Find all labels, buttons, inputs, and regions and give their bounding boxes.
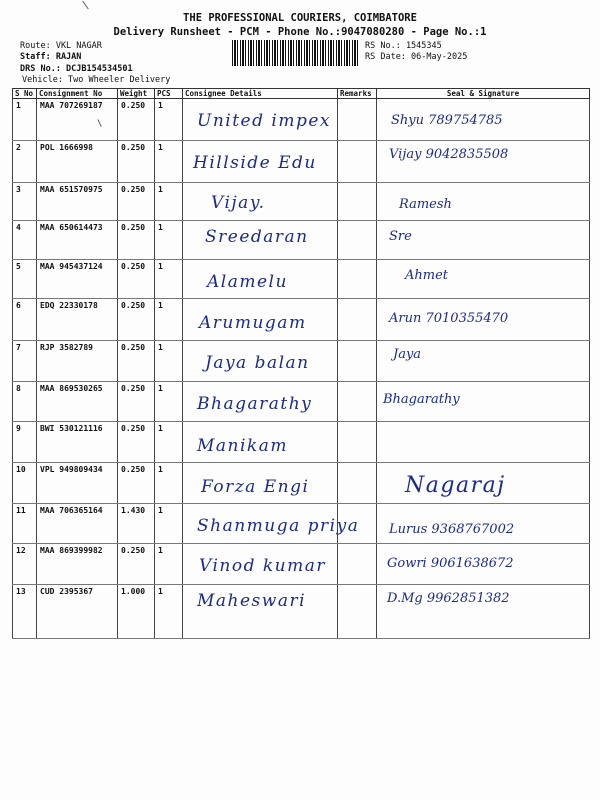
handwritten-signature: D.Mg 9962851382 <box>387 591 510 606</box>
cell-signature <box>377 99 590 141</box>
cell-weight: 0.250 <box>118 99 155 141</box>
cell-pcs: 1 <box>155 504 183 544</box>
handwritten-consignee: Maheswari <box>197 591 307 611</box>
handwritten-signature: Gowri 9061638672 <box>387 556 514 571</box>
table-row <box>13 504 590 544</box>
table-row <box>13 463 590 504</box>
cell-signature <box>377 463 590 504</box>
cell-remarks <box>338 99 377 141</box>
col-header-sno: S No <box>13 89 37 99</box>
cell-sno: 2 <box>13 141 37 183</box>
pen-tick-mark: \ <box>97 119 103 129</box>
cell-signature <box>377 299 590 341</box>
table-header-row <box>13 89 590 99</box>
cell-consignment: BWI 530121116 <box>37 422 118 463</box>
cell-sno: 3 <box>13 183 37 221</box>
cell-pcs: 1 <box>155 299 183 341</box>
cell-consignee <box>183 99 338 141</box>
handwritten-consignee: Forza Engi <box>201 477 310 497</box>
handwritten-consignee: Vinod kumar <box>199 556 327 576</box>
cell-consignment: EDQ 22330178 <box>37 299 118 341</box>
cell-signature <box>377 183 590 221</box>
cell-signature <box>377 382 590 422</box>
handwritten-consignee: Bhagarathy <box>197 394 313 414</box>
cell-pcs: 1 <box>155 221 183 260</box>
drs-barcode <box>232 40 359 66</box>
cell-weight: 0.250 <box>118 221 155 260</box>
cell-weight: 1.000 <box>118 585 155 639</box>
cell-sno: 1 <box>13 99 37 141</box>
cell-consignee <box>183 544 338 585</box>
cell-weight: 0.250 <box>118 141 155 183</box>
cell-weight: 0.250 <box>118 544 155 585</box>
cell-weight: 0.250 <box>118 341 155 382</box>
cell-consignee <box>183 463 338 504</box>
table-row <box>13 544 590 585</box>
cell-sno: 12 <box>13 544 37 585</box>
rs-date: RS Date: 06-May-2025 <box>365 52 468 62</box>
cell-pcs: 1 <box>155 544 183 585</box>
cell-signature <box>377 422 590 463</box>
cell-remarks <box>338 141 377 183</box>
cell-consignee <box>183 382 338 422</box>
handwritten-consignee: Jaya balan <box>205 353 310 373</box>
table-row <box>13 299 590 341</box>
table-row <box>13 141 590 183</box>
cell-signature <box>377 504 590 544</box>
cell-consignment: MAA 869399982 <box>37 544 118 585</box>
cell-signature <box>377 141 590 183</box>
cell-sno: 6 <box>13 299 37 341</box>
cell-sno: 7 <box>13 341 37 382</box>
cell-remarks <box>338 382 377 422</box>
cell-consignee <box>183 341 338 382</box>
handwritten-consignee: Vijay. <box>211 193 266 213</box>
cell-pcs: 1 <box>155 463 183 504</box>
table-row <box>13 260 590 299</box>
cell-consignment: MAA 945437124 <box>37 260 118 299</box>
table-row <box>13 382 590 422</box>
cell-signature <box>377 260 590 299</box>
cell-signature <box>377 221 590 260</box>
handwritten-signature: Ahmet <box>405 268 449 283</box>
col-header-consignment: Consignment No <box>37 89 118 99</box>
handwritten-consignee: Shanmuga priya <box>197 516 360 536</box>
handwritten-signature: Ramesh <box>399 197 452 212</box>
cell-consignment-value: MAA 707269187 <box>40 101 103 110</box>
cell-consignment <box>37 99 118 141</box>
cell-remarks <box>338 299 377 341</box>
cell-sno: 10 <box>13 463 37 504</box>
col-header-signature: Seal & Signature <box>377 89 590 99</box>
cell-consignment: VPL 949809434 <box>37 463 118 504</box>
handwritten-signature: Arun 7010355470 <box>389 311 509 326</box>
cell-sno: 4 <box>13 221 37 260</box>
cell-weight: 0.250 <box>118 183 155 221</box>
col-header-weight: Weight <box>118 89 155 99</box>
company-title: THE PROFESSIONAL COURIERS, COIMBATORE <box>183 12 417 24</box>
table-row <box>13 422 590 463</box>
cell-remarks <box>338 183 377 221</box>
cell-signature <box>377 341 590 382</box>
rs-number: RS No.: 1545345 <box>365 41 442 51</box>
cell-pcs: 1 <box>155 183 183 221</box>
cell-weight: 0.250 <box>118 463 155 504</box>
cell-pcs: 1 <box>155 422 183 463</box>
paper-fold-mark <box>82 1 89 10</box>
handwritten-signature: Jaya <box>393 347 422 362</box>
handwritten-consignee: Arumugam <box>199 313 307 333</box>
cell-consignee <box>183 141 338 183</box>
cell-signature <box>377 544 590 585</box>
handwritten-consignee: Sreedaran <box>205 227 309 247</box>
cell-remarks <box>338 463 377 504</box>
cell-weight: 0.250 <box>118 260 155 299</box>
col-header-pcs: PCS <box>155 89 183 99</box>
cell-weight: 0.250 <box>118 299 155 341</box>
handwritten-consignee: Alamelu <box>207 272 288 292</box>
table-row <box>13 585 590 639</box>
staff-label: Staff: RAJAN <box>20 52 82 62</box>
cell-consignee <box>183 504 360 544</box>
cell-remarks <box>338 422 377 463</box>
cell-pcs: 1 <box>155 585 183 639</box>
table-row <box>13 99 590 141</box>
cell-consignment: POL 1666998 <box>37 141 118 183</box>
cell-remarks <box>338 221 377 260</box>
cell-sno: 11 <box>13 504 37 544</box>
route-label: Route: VKL NAGAR <box>20 41 102 51</box>
cell-consignee <box>183 585 338 639</box>
cell-consignee <box>183 183 338 221</box>
cell-weight: 0.250 <box>118 422 155 463</box>
cell-consignment: MAA 706365164 <box>37 504 118 544</box>
cell-consignee <box>183 260 338 299</box>
cell-pcs: 1 <box>155 260 183 299</box>
runsheet-subtitle: Delivery Runsheet - PCM - Phone No.:9047080280 - Page No.:1 <box>113 26 487 38</box>
cell-weight: 1.430 <box>118 504 155 544</box>
handwritten-consignee: Manikam <box>197 436 288 456</box>
col-header-consignee: Consignee Details <box>183 89 338 99</box>
table-row <box>13 183 590 221</box>
drs-number: DRS No.: DCJB154534501 <box>20 64 133 74</box>
col-header-remarks: Remarks <box>338 89 377 99</box>
cell-remarks <box>338 585 377 639</box>
cell-sno: 5 <box>13 260 37 299</box>
handwritten-consignee: Hillside Edu <box>193 153 317 173</box>
cell-remarks <box>338 544 377 585</box>
cell-remarks <box>338 260 377 299</box>
cell-pcs: 1 <box>155 99 183 141</box>
runsheet-table <box>12 88 590 639</box>
cell-pcs: 1 <box>155 382 183 422</box>
handwritten-signature: Vijay 9042835508 <box>389 147 509 162</box>
cell-remarks <box>338 341 377 382</box>
vehicle-label: Vehicle: Two Wheeler Delivery <box>22 75 171 85</box>
handwritten-signature: Bhagarathy <box>383 392 460 407</box>
cell-consignee <box>183 221 338 260</box>
cell-consignment: RJP 3582789 <box>37 341 118 382</box>
cell-sno: 13 <box>13 585 37 639</box>
cell-consignee <box>183 299 338 341</box>
cell-signature <box>377 585 590 639</box>
handwritten-signature: Lurus 9368767002 <box>389 522 515 537</box>
cell-consignment: CUD 2395367 <box>37 585 118 639</box>
cell-consignment: MAA 651570975 <box>37 183 118 221</box>
table-row <box>13 221 590 260</box>
cell-consignee <box>183 422 338 463</box>
handwritten-signature: Shyu 789754785 <box>391 113 503 128</box>
cell-consignment: MAA 869530265 <box>37 382 118 422</box>
handwritten-signature: Sre <box>389 229 412 244</box>
cell-pcs: 1 <box>155 341 183 382</box>
cell-sno: 8 <box>13 382 37 422</box>
cell-sno: 9 <box>13 422 37 463</box>
handwritten-consignee: United impex <box>197 111 331 131</box>
cell-pcs: 1 <box>155 141 183 183</box>
table-row <box>13 341 590 382</box>
cell-consignment: MAA 650614473 <box>37 221 118 260</box>
handwritten-signature: Nagaraj <box>405 473 506 498</box>
cell-weight: 0.250 <box>118 382 155 422</box>
